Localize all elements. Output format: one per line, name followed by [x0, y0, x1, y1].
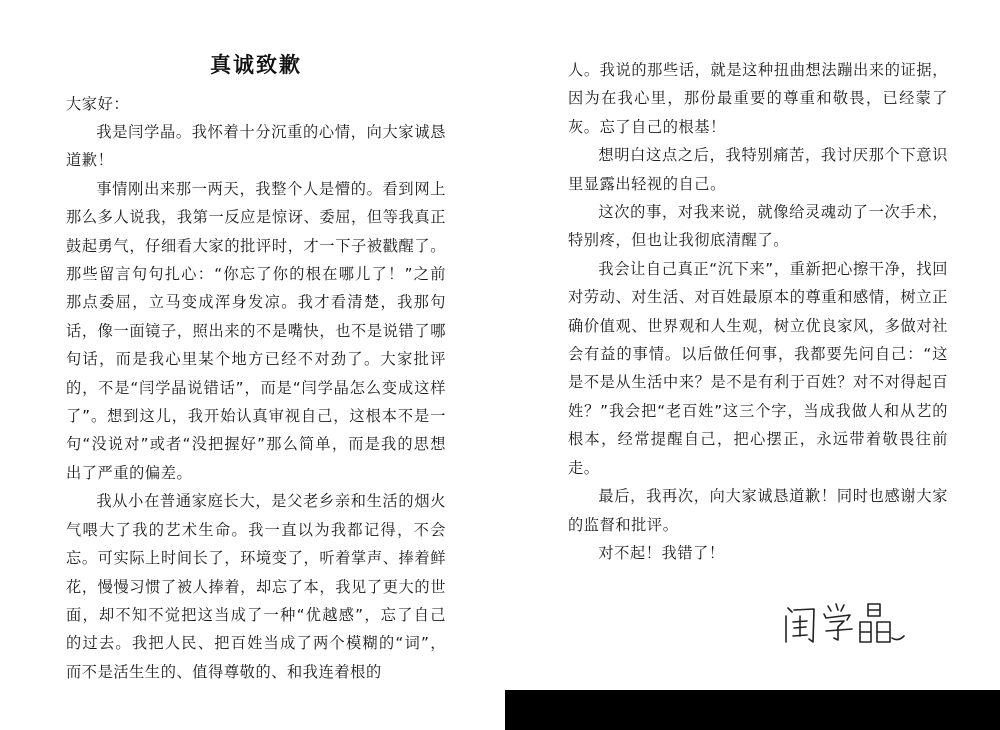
handwritten-signature [780, 598, 910, 648]
paragraph-background: 我从小在普通家庭长大，是父老乡亲和生活的烟火气喂大了我的艺术生命。我一直以为我都记得，不会忘。可实际上时间长了，环境变了，听着掌声、捧着鲜花，慢慢习惯了被人捧着，却忘了本，我见了更大的世面，却不知不觉把这当成了一种“优越感”，忘了自己的过去。我把人民、把百姓当成了两个模糊的“词”，而不是活生生的、值得尊敬的、和我连着根的 [66, 492, 446, 681]
paragraph-final: 对不起！我错了！ [598, 543, 725, 562]
letter-title: 真诚致歉 [210, 53, 302, 77]
paragraph-commitment: 我会让自己真正“沉下来”，重新把心擦干净，找回对劳动、对生活、对百姓最原本的尊重和感情，树立正确价值观、世界观和人生观，树立优良家风，多做对社会有益的事情。以后做任何事，我都要先问自己：“这是不是从生活中来？是不是有利于百姓？对不对得起百姓？”我会把“老百姓”这三个字，当成我做人和从艺的根本，经常提醒自己，把心摆正，永远带着敬畏往前走。 [568, 259, 948, 477]
paragraph-closing: 最后，我再次，向大家诚恳道歉！同时也感谢大家的监督和批评。 [568, 487, 948, 534]
right-column [568, 56, 948, 567]
paragraph-intro: 我是闫学晶。我怀着十分沉重的心情，向大家诚恳道歉！ [66, 123, 446, 170]
paragraph-realization: 想明白这点之后，我特别痛苦，我讨厌那个下意识里显露出轻视的自己。 [568, 146, 948, 193]
paragraph-surgery: 这次的事，对我来说，就像给灵魂动了一次手术，特别疼，但也让我彻底清醒了。 [568, 203, 948, 250]
salutation: 大家好： [66, 95, 130, 113]
paragraph-reflection: 事情刚出来那一两天，我整个人是懵的。看到网上那么多人说我，我第一反应是惊讶、委屈，但等我真正鼓起勇气，仔细看大家的批评时，才一下子被戳醒了。那些留言句句扎心：“你忘了你的根在哪儿了！”之前那点委屈，立马变成浑身发凉。我才看清楚，我那句话，像一面镜子，照出来的不是嘴快，也不是说错了哪句话，而是我心里某个地方已经不对劲了。大家批评的，不是“闫学晶说错话”，而是“闫学晶怎么变成这样了”。想到这儿，我开始认真审视自己，这根本不是一句“没说对”或者“没把握好”那么简单，而是我的思想出了严重的偏差。 [66, 179, 446, 482]
signature-icon [780, 598, 910, 648]
black-bar [505, 690, 1000, 730]
paragraph-continuation: 人。我说的那些话，就是这种扭曲想法蹦出来的证据，因为在我心里，那份最重要的尊重和敬畏，已经蒙了灰。忘了自己的根基！ [568, 61, 948, 136]
left-column [66, 50, 446, 686]
